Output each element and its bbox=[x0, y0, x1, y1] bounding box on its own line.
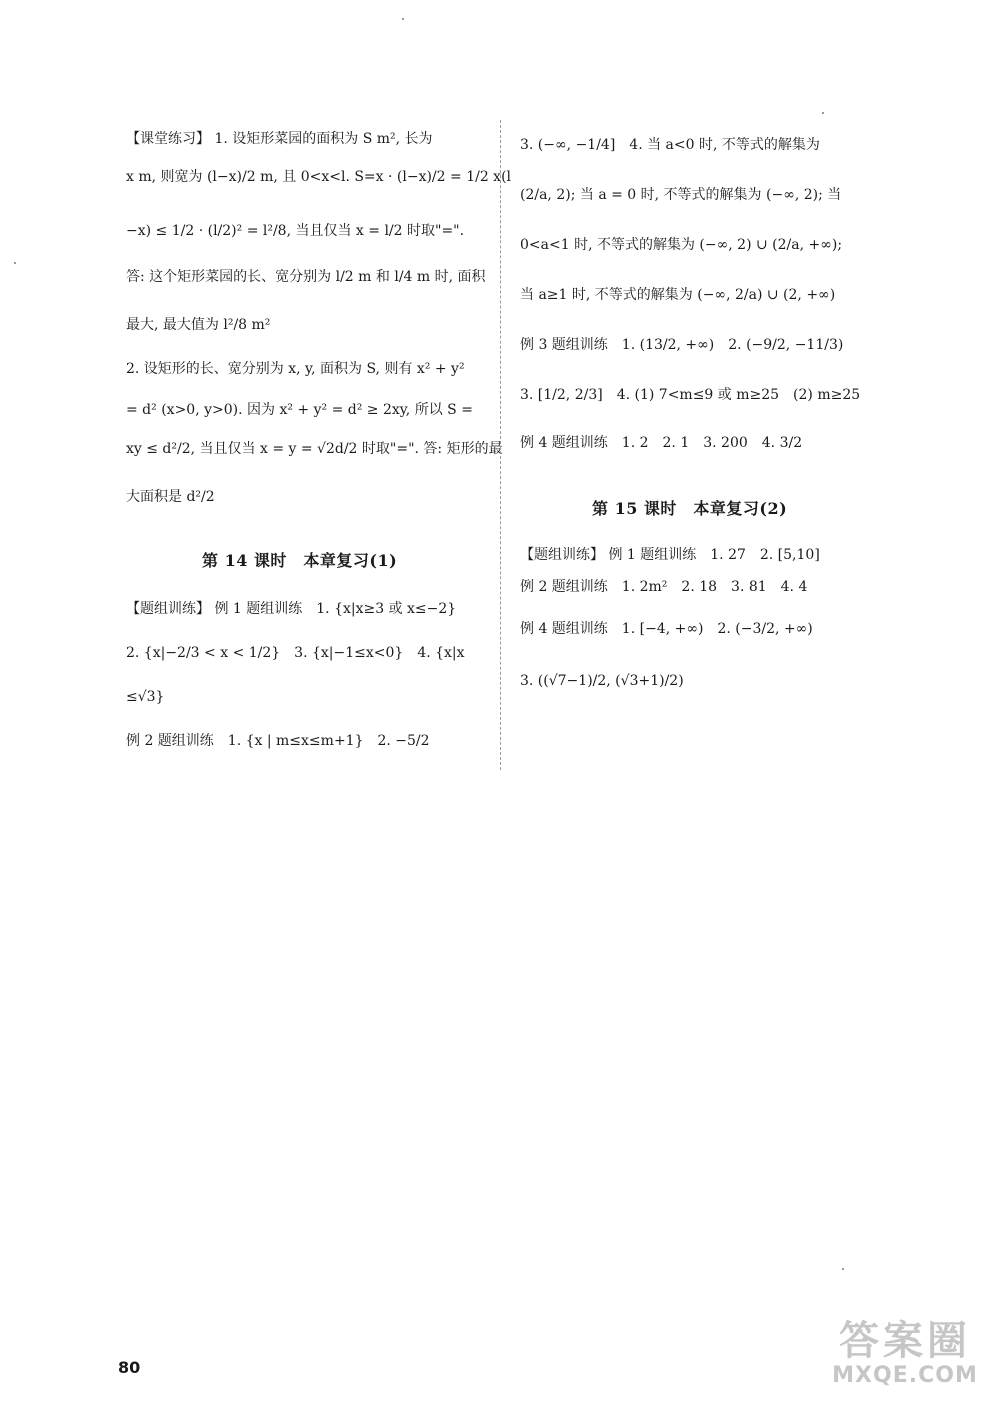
right-section-line-2: 例 2 题组训练 1. 2m² 2. 18 3. 81 4. 4 bbox=[520, 579, 808, 595]
section-heading-15: 第 15 课时 本章复习(2) bbox=[592, 499, 788, 518]
watermark-logo-text: 答案圈 bbox=[839, 1318, 971, 1364]
right-section-line-1: 【题组训练】 例 1 题组训练 1. 27 2. [5,10] bbox=[520, 547, 820, 563]
scan-speck bbox=[842, 1268, 844, 1270]
left-section-line-3: ≤√3} bbox=[126, 689, 165, 705]
right-line-2: (2/a, 2); 当 a = 0 时, 不等式的解集为 (−∞, 2); 当 bbox=[520, 187, 842, 203]
right-line-1: 3. (−∞, −1/4] 4. 当 a<0 时, 不等式的解集为 bbox=[520, 137, 820, 153]
right-line-5: 例 3 题组训练 1. (13/2, +∞) 2. (−9/2, −11/3) bbox=[520, 337, 844, 353]
watermark-url-text: MXQE.COM bbox=[832, 1363, 978, 1388]
left-line-6: 2. 设矩形的长、宽分别为 x, y, 面积为 S, 则有 x² + y² bbox=[126, 361, 465, 377]
right-line-6: 3. [1/2, 2/3] 4. (1) 7<m≤9 或 m≥25 (2) m≥25 bbox=[520, 387, 861, 403]
section-heading-14: 第 14 课时 本章复习(1) bbox=[202, 551, 398, 570]
column-divider bbox=[500, 120, 501, 770]
right-line-7: 例 4 题组训练 1. 2 2. 1 3. 200 4. 3/2 bbox=[520, 435, 803, 451]
scan-speck bbox=[402, 18, 404, 20]
left-line-1: 【课堂练习】 1. 设矩形菜园的面积为 S m², 长为 bbox=[126, 131, 433, 147]
left-line-9: 大面积是 d²/2 bbox=[126, 489, 215, 505]
scan-speck bbox=[822, 112, 824, 114]
right-section-line-3: 例 4 题组训练 1. [−4, +∞) 2. (−3/2, +∞) bbox=[520, 621, 813, 637]
watermark-logo bbox=[820, 1318, 990, 1398]
left-line-7: = d² (x>0, y>0). 因为 x² + y² = d² ≥ 2xy, 所以 S = bbox=[126, 402, 473, 418]
scan-speck bbox=[14, 262, 16, 264]
left-line-4: 答: 这个矩形菜园的长、宽分别为 l/2 m 和 l/4 m 时, 面积 bbox=[126, 269, 486, 285]
left-line-3: −x) ≤ 1/2 · (l/2)² = l²/8, 当且仅当 x = l/2 时取"=". bbox=[126, 223, 465, 239]
left-section-line-4: 例 2 题组训练 1. {x | m≤x≤m+1} 2. −5/2 bbox=[126, 733, 430, 749]
left-section-line-2: 2. {x|−2/3 < x < 1/2} 3. {x|−1≤x<0} 4. {x|x bbox=[126, 645, 465, 661]
left-section-line-1: 【题组训练】 例 1 题组训练 1. {x|x≥3 或 x≤−2} bbox=[126, 601, 457, 617]
left-line-5: 最大, 最大值为 l²/8 m² bbox=[126, 317, 271, 333]
left-line-8: xy ≤ d²/2, 当且仅当 x = y = √2d/2 时取"=". 答: 矩形的最 bbox=[126, 441, 503, 457]
left-line-2: x m, 则宽为 (l−x)/2 m, 且 0<x<l. S=x · (l−x)/2 = 1/2 x(l bbox=[126, 169, 512, 185]
right-section-line-4: 3. ((√7−1)/2, (√3+1)/2) bbox=[520, 673, 684, 689]
right-line-3: 0<a<1 时, 不等式的解集为 (−∞, 2) ∪ (2/a, +∞); bbox=[520, 237, 843, 253]
right-line-4: 当 a≥1 时, 不等式的解集为 (−∞, 2/a) ∪ (2, +∞) bbox=[520, 287, 836, 303]
page-number: 80 bbox=[118, 1358, 141, 1377]
